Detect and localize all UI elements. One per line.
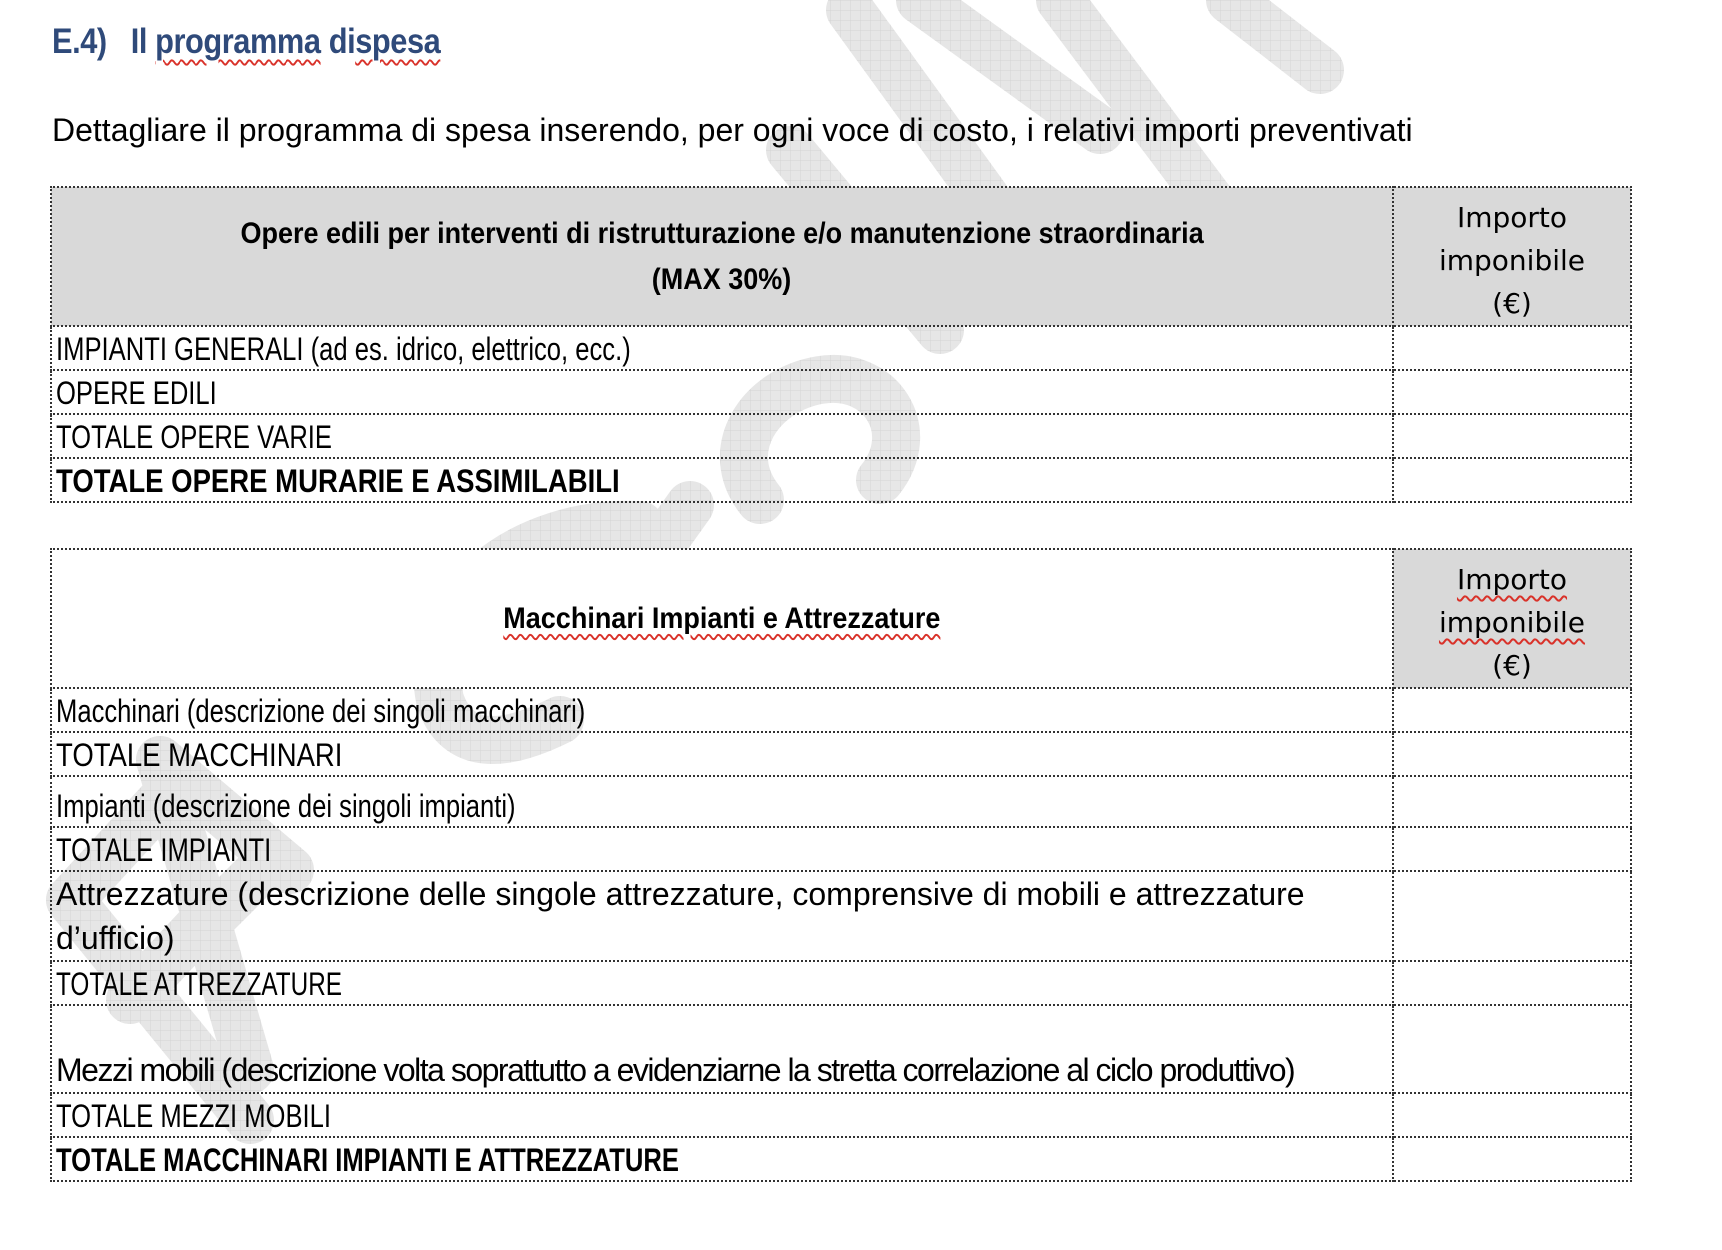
table-row-total (51, 827, 1631, 871)
amount-input-cell[interactable] (1393, 1137, 1631, 1181)
amount-header-line3: (€) (1492, 649, 1532, 682)
section-title-word: di (328, 22, 356, 61)
row-label: TOTALE MACCHINARI (51, 732, 1393, 776)
table-row (51, 370, 1631, 414)
section-title-word: Il (130, 22, 147, 61)
section-title-word: spesa (355, 22, 441, 61)
table-row (51, 326, 1631, 370)
amount-input-cell[interactable] (1393, 776, 1631, 827)
row-label: IMPIANTI GENERALI (ad es. idrico, elettrico, ecc.) (51, 326, 1393, 370)
amount-input-cell[interactable] (1393, 458, 1631, 502)
amount-input-cell[interactable] (1393, 370, 1631, 414)
table-row-total (51, 732, 1631, 776)
amount-header-line1: Importo (1456, 563, 1568, 596)
amount-input-cell[interactable] (1393, 326, 1631, 370)
amount-header-cell (1393, 187, 1631, 326)
row-label: Attrezzature (descrizione delle singole attrezzature, comprensive di mobili e attrezzature d’ufficio) (51, 871, 1393, 961)
section-title-word: programma (155, 22, 321, 61)
row-label: Mezzi mobili (descrizione volta soprattutto a evidenziarne la stretta correlazione al ciclo produttivo) (51, 1005, 1393, 1093)
amount-input-cell[interactable] (1393, 1093, 1631, 1137)
macchinari-header-cell (51, 549, 1393, 688)
amount-input-cell[interactable] (1393, 688, 1631, 732)
table-row (51, 871, 1631, 961)
intro-paragraph: Dettagliare il programma di spesa inserendo, per ogni voce di costo, i relativi importi preventivati (52, 112, 1413, 148)
row-label: TOTALE OPERE VARIE (51, 414, 1393, 458)
amount-input-cell[interactable] (1393, 871, 1631, 961)
table-row (51, 414, 1631, 458)
amount-header-line3: (€) (1492, 287, 1532, 320)
amount-input-cell[interactable] (1393, 961, 1631, 1005)
opere-header-line1: Opere edili per interventi di ristrutturazione e/o manutenzione straordinaria (240, 216, 1204, 250)
table-row (51, 1005, 1631, 1093)
table-header-row (51, 187, 1631, 326)
table-row (51, 776, 1631, 827)
macchinari-header-title: Macchinari Impianti e Attrezzature (503, 601, 941, 635)
opere-edili-table (50, 186, 1632, 503)
table-row-grand-total (51, 1137, 1631, 1181)
table-row-total (51, 1093, 1631, 1137)
amount-header-line2: imponibile (1438, 244, 1586, 277)
row-label: TOTALE IMPIANTI (51, 827, 1393, 871)
row-label: TOTALE MACCHINARI IMPIANTI E ATTREZZATURE (51, 1137, 1393, 1181)
amount-header-line1: Importo (1456, 201, 1568, 234)
row-label: TOTALE OPERE MURARIE E ASSIMILABILI (51, 458, 1393, 502)
section-number: E.4) (52, 22, 107, 61)
table-row-total (51, 458, 1631, 502)
amount-header-line2: imponibile (1438, 606, 1586, 639)
table-row (51, 688, 1631, 732)
amount-input-cell[interactable] (1393, 732, 1631, 776)
amount-header-cell (1393, 549, 1631, 688)
row-label: OPERE EDILI (51, 370, 1393, 414)
amount-input-cell[interactable] (1393, 1005, 1631, 1093)
row-label: TOTALE MEZZI MOBILI (51, 1093, 1393, 1137)
amount-input-cell[interactable] (1393, 827, 1631, 871)
amount-input-cell[interactable] (1393, 414, 1631, 458)
section-title (52, 22, 440, 62)
opere-header-cell (51, 187, 1393, 326)
row-label: TOTALE ATTREZZATURE (51, 961, 1393, 1005)
row-label: Impianti (descrizione dei singoli impianti) (51, 776, 1393, 827)
opere-header-line2: (MAX 30%) (652, 262, 792, 296)
row-label: Macchinari (descrizione dei singoli macchinari) (51, 688, 1393, 732)
table-row-total (51, 961, 1631, 1005)
macchinari-table (50, 548, 1632, 1182)
table-header-row (51, 549, 1631, 688)
